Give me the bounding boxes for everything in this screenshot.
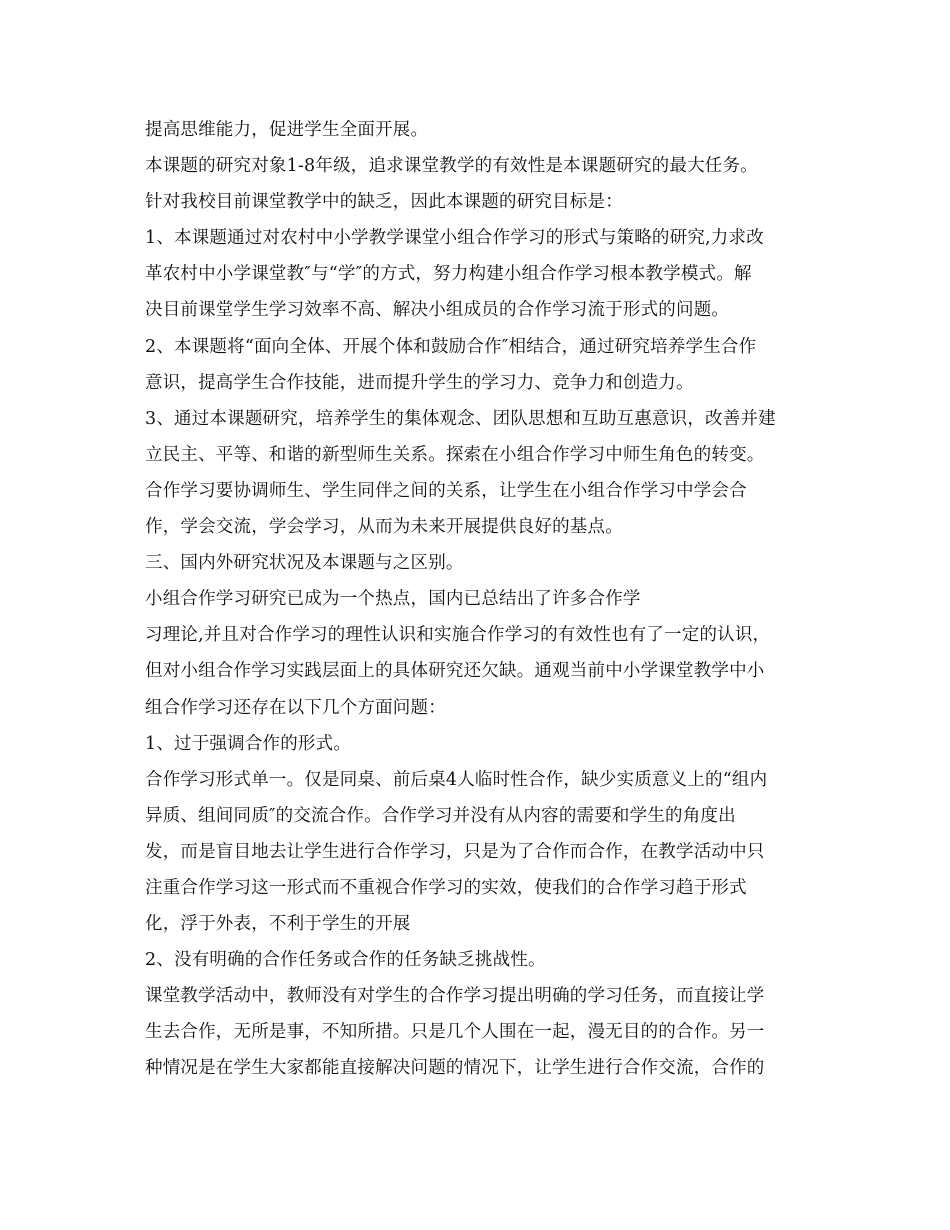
text-line: 3、通过本课题研究，培养学生的集体观念、团队思想和互助互惠意识，改善并建 [145,408,776,429]
text-line: 异质、组间同质″的交流合作。合作学习并没有从内容的需要和学生的角度出 [145,805,736,826]
text-line: 本课题的研究对象1-8年级，追求课堂教学的有效性是本课题研究的最大任务。 [145,156,758,177]
text-line: 合作学习形式单一。仅是同桌、前后桌4人临时性合作，缺少实质意义上的“组内 [145,769,768,790]
text-line: 注重合作学习这一形式而不重视合作学习的实效，使我们的合作学习趋于形式 [145,877,747,898]
text-line: 2、本课题将“面向全体、开展个体和鼓励合作″相结合，通过研究培养学生合作 [145,336,757,357]
list-item-heading: 1、过于强调合作的形式。 [145,733,352,754]
text-line: 课堂教学活动中，教师没有对学生的合作学习提出明确的学习任务，而直接让学 [145,986,765,1007]
text-line: 小组合作学习研究已成为一个热点，国内已总结出了许多合作学 [145,589,641,610]
text-line: 合作学习要协调师生、学生同伴之间的关系，让学生在小组合作学习中学会合 [145,480,747,501]
text-line: 但对小组合作学习实践层面上的具体研究还欠缺。通观当前中小学课堂教学中小 [145,661,765,682]
text-line: 革农村中小学课堂教″与“学″的方式，努力构建小组合作学习根本教学模式。解 [145,264,752,285]
text-line: 组合作学习还存在以下几个方面问题： [145,697,446,718]
text-line: 发，而是盲目地去让学生进行合作学习，只是为了合作而合作，在教学活动中只 [145,841,765,862]
text-line: 提高思维能力，促进学生全面开展。 [145,120,429,140]
text-line: 化，浮于外表，不利于学生的开展 [145,914,411,935]
text-line: 种情况是在学生大家都能直接解决问题的情况下，让学生进行合作交流，合作的 [145,1058,765,1079]
text-line: 1、本课题通过对农村中小学教学课堂小组合作学习的形式与策略的研究,力求改 [145,228,764,249]
text-line: 决目前课堂学生学习效率不高、解决小组成员的合作学习流于形式的问题。 [145,300,730,321]
document-body [145,112,815,1087]
section-heading: 三、国内外研究状况及本课题与之区别。 [145,553,464,574]
list-item-heading: 2、没有明确的合作任务或合作的任务缺乏挑战性。 [145,950,546,971]
text-line: 针对我校目前课堂教学中的缺乏，因此本课题的研究目标是： [145,192,623,213]
text-line: 生去合作，无所是事，不知所措。只是几个人围在一起，漫无目的的合作。另一 [145,1022,765,1043]
text-line: 立民主、平等、和谐的新型师生关系。探索在小组合作学习中师生角色的转变。 [145,444,765,465]
text-line: 习理论,并且对合作学习的理性认识和实施合作学习的有效性也有了一定的认识， [145,625,771,646]
text-line: 意识，提高学生合作技能，进而提升学生的学习力、竞争力和创造力。 [145,372,694,393]
text-line: 作，学会交流，学会学习，从而为未来开展提供良好的基点。 [145,517,623,538]
